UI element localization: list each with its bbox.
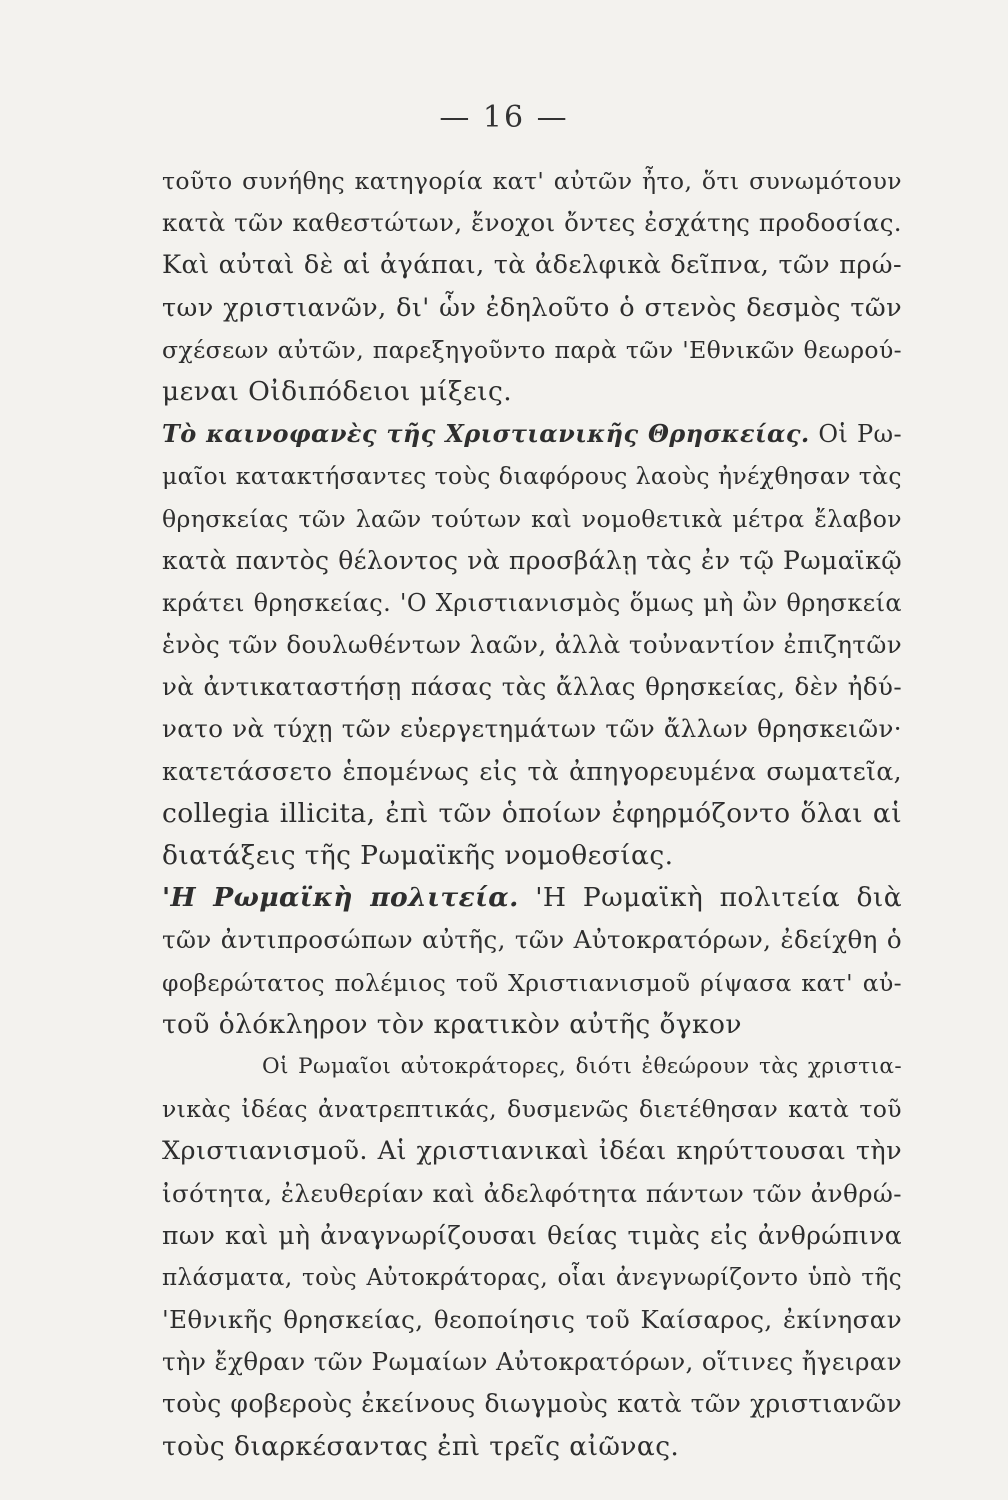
line-text: Οἱ Ρωμαῖοι αὐτοκράτορες, διότι ἐθεώρουν τὰς χριστια- bbox=[262, 1053, 902, 1079]
line-text: ἑνὸς τῶν δουλωθέντων λαῶν, ἀλλὰ τοὐναντίον ἐπιζητῶν bbox=[162, 630, 902, 660]
line-text: κατετάσσετο ἑπομένως εἰς τὰ ἀπηγορευμένα σωματεῖα, bbox=[162, 756, 902, 786]
text-line bbox=[162, 1046, 902, 1088]
text-line bbox=[162, 540, 902, 582]
page-number: — 16 — bbox=[439, 100, 569, 135]
text-line bbox=[162, 371, 902, 413]
text-line bbox=[162, 708, 902, 750]
line-text: θρησκείας τῶν λαῶν τούτων καὶ νομοθετικὰ μέτρα ἔλαβον bbox=[162, 504, 902, 533]
line-text: τοὺς διαρκέσαντας ἐπὶ τρεῖς αἰῶνας. bbox=[162, 1430, 680, 1462]
line-text: τοῦτο συνήθης κατηγορία κατ' αὐτῶν ἦτο, ὅτι συνωμότουν bbox=[162, 167, 902, 195]
text-line bbox=[162, 202, 902, 244]
text-line bbox=[162, 329, 902, 371]
line-text: κατὰ τῶν καθεστώτων, ἔνοχοι ὄντες ἐσχάτης προδοσίας. bbox=[162, 208, 902, 238]
text-line bbox=[162, 1426, 902, 1468]
section-heading: 'Η Ρωμαϊκὴ πολιτεία. bbox=[162, 882, 519, 914]
line-text: φοβερώτατος πολέμιος τοῦ Χριστιανισμοῦ ρίψασα κατ' αὐ- bbox=[162, 968, 902, 997]
text-line bbox=[162, 244, 902, 286]
line-text: collegia illicita, ἐπὶ τῶν ὁποίων ἐφηρμόζοντο ὅλαι αἱ bbox=[162, 797, 902, 829]
text-line bbox=[162, 666, 902, 708]
line-text: κράτει θρησκείας. 'Ο Χριστιανισμὸς ὅμως μὴ ὢν θρησκεία bbox=[162, 588, 902, 617]
text-line bbox=[162, 962, 902, 1004]
line-text: νὰ ἀντικαταστήσῃ πάσας τὰς ἄλλας θρησκείας, δὲν ἠδύ- bbox=[162, 672, 902, 702]
line-text: τοὺς φοβεροὺς ἐκείνους διωγμοὺς κατὰ τῶν χριστιανῶν bbox=[162, 1389, 902, 1419]
line-text: των χριστιανῶν, δι' ὧν ἐδηλοῦτο ὁ στενὸς δεσμὸς τῶν bbox=[162, 292, 902, 323]
line-text: μεναι Οἰδιπόδειοι μίξεις. bbox=[162, 375, 513, 407]
line-text: μαῖοι κατακτήσαντες τοὺς διαφόρους λαοὺς ἠνέχθησαν τὰς bbox=[162, 462, 902, 491]
line-text: τῶν ἀντιπροσώπων αὐτῆς, τῶν Αὐτοκρατόρων, ἐδείχθη ὁ bbox=[162, 925, 902, 955]
line-text: Καὶ αὐταὶ δὲ αἱ ἀγάπαι, τὰ ἀδελφικὰ δεῖπνα, τῶν πρώ- bbox=[162, 250, 902, 281]
text-line bbox=[162, 1088, 902, 1130]
text-line bbox=[162, 1130, 902, 1172]
line-text: 'Εθνικῆς θρησκείας, θεοποίησις τοῦ Καίσαρος, ἐκίνησαν bbox=[162, 1305, 902, 1335]
text-line bbox=[162, 793, 902, 835]
text-line bbox=[162, 835, 902, 877]
line-text: διατάξεις τῆς Ρωμαϊκῆς νομοθεσίας. bbox=[162, 840, 674, 871]
text-line bbox=[162, 160, 902, 202]
text-line bbox=[162, 1299, 902, 1341]
line-text: 'Η Ρωμαϊκὴ πολιτεία διὰ bbox=[518, 882, 902, 914]
line-text: ἰσότητα, ἐλευθερίαν καὶ ἀδελφότητα πάντων τῶν ἀνθρώ- bbox=[162, 1178, 902, 1208]
text-line bbox=[162, 582, 902, 624]
text-line bbox=[162, 1173, 902, 1215]
text-line bbox=[162, 919, 902, 961]
text-line bbox=[162, 455, 902, 497]
line-text: πλάσματα, τοὺς Αὐτοκράτορας, οἷαι ἀνεγνωρίζοντο ὑπὸ τῆς bbox=[162, 1264, 902, 1291]
line-text: Χριστιανισμοῦ. Αἱ χριστιανικαὶ ἰδέαι κηρύττουσαι τὴν bbox=[162, 1136, 902, 1167]
body-text bbox=[162, 160, 902, 1468]
line-text: σχέσεων αὐτῶν, παρεξηγοῦντο παρὰ τῶν 'Εθνικῶν θεωρού- bbox=[162, 335, 902, 364]
text-line bbox=[162, 1341, 902, 1383]
line-text: τοῦ ὁλόκληρον τὸν κρατικὸν αὐτῆς ὄγκον bbox=[162, 1008, 742, 1040]
text-line bbox=[162, 287, 902, 329]
line-text: νικὰς ἰδέας ἀνατρεπτικάς, δυσμενῶς διετέθησαν κατὰ τοῦ bbox=[162, 1095, 902, 1124]
line-text: νατο νὰ τύχῃ τῶν εὐεργετημάτων τῶν ἄλλων θρησκειῶν· bbox=[162, 714, 902, 744]
text-line bbox=[162, 751, 902, 793]
line-text: πων καὶ μὴ ἀναγνωρίζουσαι θείας τιμὰς εἰς ἀνθρώπινα bbox=[162, 1220, 902, 1250]
line-text: κατὰ παντὸς θέλοντος νὰ προσβάλῃ τὰς ἐν τῷ Ρωμαϊκῷ bbox=[162, 545, 902, 575]
section-heading: Τὸ καινοφανὲς τῆς Χριστιανικῆς Θρησκείας. bbox=[162, 419, 810, 449]
text-line bbox=[162, 498, 902, 540]
text-line bbox=[162, 1215, 902, 1257]
line-text: Οἱ Ρω- bbox=[809, 420, 902, 449]
text-line bbox=[162, 1383, 902, 1425]
line-text: τὴν ἔχθραν τῶν Ρωμαίων Αὐτοκρατόρων, οἵτινες ἤγειραν bbox=[162, 1347, 902, 1377]
text-line bbox=[162, 1257, 902, 1299]
text-line bbox=[162, 877, 902, 919]
text-line bbox=[162, 1004, 902, 1046]
text-line bbox=[162, 413, 902, 455]
text-line bbox=[162, 624, 902, 666]
